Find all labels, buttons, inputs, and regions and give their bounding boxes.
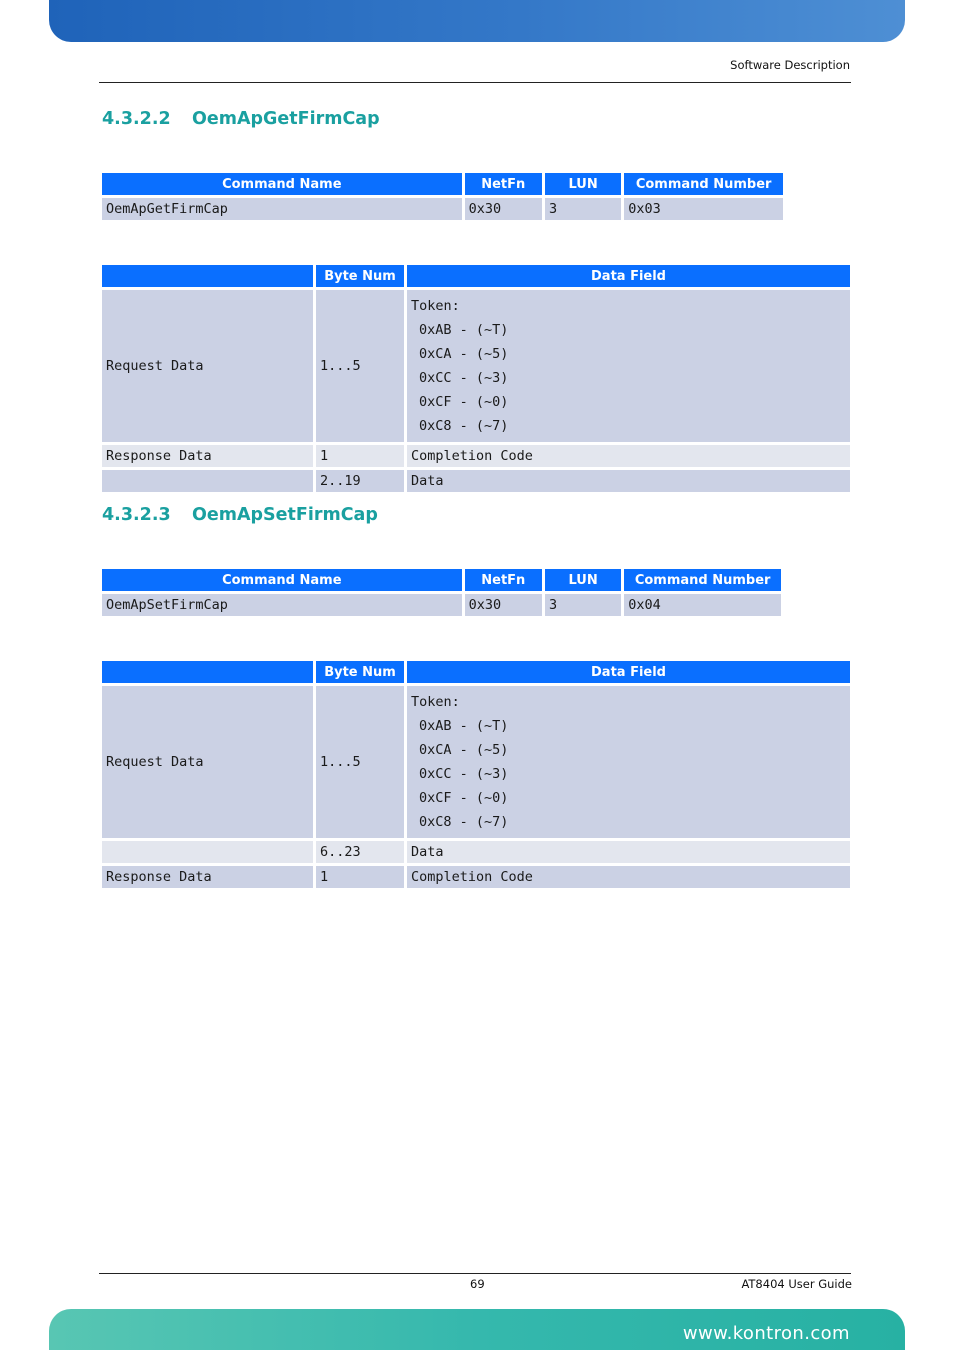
cell-bytes: 1...5 [316,686,404,838]
section-number: 4.3.2.3 [102,505,171,525]
cell-bytes: 6..23 [316,841,404,863]
table-header-row [102,265,850,287]
header-lun: LUN [545,569,621,591]
token-line: 0xC8 - (~7) [419,814,509,830]
token-line: 0xCC - (~3) [419,766,509,782]
section-heading-set-firm-cap [102,505,378,525]
website-link[interactable]: www.kontron.com [682,1323,850,1344]
table-header-row [102,661,850,683]
cell-token-list [407,290,850,442]
section-heading-get-firm-cap [102,109,380,129]
table-row-data [102,841,850,863]
command-table-get-firm-cap [99,170,786,223]
table-row-response [102,866,850,888]
cell-label: Response Data [102,445,313,467]
bottom-banner [49,1309,905,1350]
token-line: Token: [411,694,460,710]
table-row [102,198,783,220]
running-header: Software Description [730,58,850,72]
cell-bytes: 1 [316,445,404,467]
token-line: 0xCF - (~0) [419,790,509,806]
data-table-set-firm-cap [99,658,853,891]
cell-field: Data [407,470,850,492]
data-table-get-firm-cap [99,262,853,495]
header-command-name: Command Name [102,569,462,591]
header-blank [102,661,313,683]
header-command-number: Command Number [624,173,783,195]
cell-command-name: OemApGetFirmCap [102,198,462,220]
token-line: 0xC8 - (~7) [419,418,509,434]
cell-lun: 3 [545,594,621,616]
token-line: Token: [411,298,460,314]
table-row-request [102,686,850,838]
header-data-field: Data Field [407,661,850,683]
header-netfn: NetFn [465,173,542,195]
section-title: OemApSetFirmCap [192,505,378,525]
cell-bytes: 1...5 [316,290,404,442]
header-command-number: Command Number [624,569,781,591]
cell-label: Request Data [102,686,313,838]
cell-command-number: 0x04 [624,594,781,616]
token-line: 0xCA - (~5) [419,742,509,758]
cell-netfn: 0x30 [465,198,542,220]
top-banner [49,0,905,42]
cell-lun: 3 [545,198,621,220]
header-data-field: Data Field [407,265,850,287]
guide-title: AT8404 User Guide [741,1277,852,1291]
header-netfn: NetFn [465,569,542,591]
token-line: 0xCC - (~3) [419,370,509,386]
cell-label [102,470,313,492]
header-byte-num: Byte Num [316,661,404,683]
cell-label: Response Data [102,866,313,888]
table-header-row [102,173,783,195]
cell-command-number: 0x03 [624,198,783,220]
table-header-row [102,569,781,591]
cell-token-list [407,686,850,838]
cell-field: Data [407,841,850,863]
table-row [102,594,781,616]
command-table-set-firm-cap [99,566,784,619]
footer-rule [99,1273,851,1274]
cell-field: Completion Code [407,445,850,467]
cell-netfn: 0x30 [465,594,542,616]
header-byte-num: Byte Num [316,265,404,287]
cell-bytes: 1 [316,866,404,888]
section-number: 4.3.2.2 [102,109,171,129]
table-row-data [102,470,850,492]
header-command-name: Command Name [102,173,462,195]
header-lun: LUN [545,173,621,195]
section-title: OemApGetFirmCap [192,109,380,129]
token-line: 0xAB - (~T) [419,718,509,734]
token-line: 0xCA - (~5) [419,346,509,362]
cell-command-name: OemApSetFirmCap [102,594,462,616]
cell-label [102,841,313,863]
token-line: 0xAB - (~T) [419,322,509,338]
page-number: 69 [470,1277,485,1291]
cell-field: Completion Code [407,866,850,888]
cell-bytes: 2..19 [316,470,404,492]
header-blank [102,265,313,287]
header-rule [99,82,851,83]
token-line: 0xCF - (~0) [419,394,509,410]
cell-label: Request Data [102,290,313,442]
table-row-response [102,445,850,467]
table-row-request [102,290,850,442]
